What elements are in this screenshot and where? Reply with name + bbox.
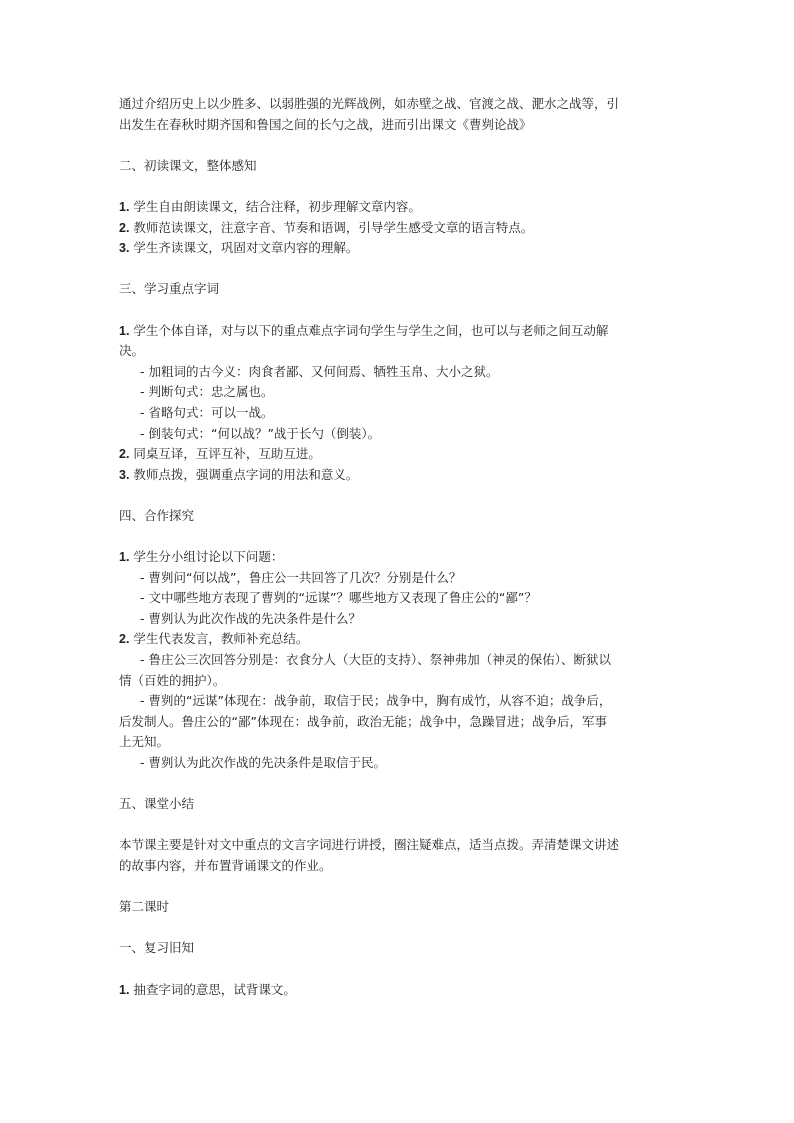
item-number: 1.	[119, 199, 130, 214]
section-heading-2: 二、初读课文，整体感知	[119, 157, 257, 173]
item-text: 教师点拨，强调重点字词的用法和意义。	[129, 466, 359, 482]
sub-item: - 倒装句式：“何以战？”战于长勺（倒装）。	[140, 425, 381, 441]
intro-line-2: 出发生在春秋时期齐国和鲁国之间的长勺之战，进而引出课文《曹刿论战》	[119, 116, 532, 132]
list-item	[119, 547, 685, 568]
answer-continuation: 上无知。	[119, 734, 170, 750]
item-number: 1.	[119, 323, 130, 338]
item-text: 学生代表发言，教师补充总结。	[129, 631, 309, 647]
question-item: - 文中哪些地方表现了曹刿的“远谋”？哪些地方又表现了鲁庄公的“鄙”？	[140, 590, 537, 606]
summary-line-1: 本节课主要是针对文中重点的文言字词进行讲授，圈注疑难点，适当点拨。弄清楚课文讲述	[119, 837, 620, 853]
list-item	[119, 321, 685, 342]
item-number: 2.	[119, 632, 130, 647]
document-page	[119, 94, 685, 1000]
list-item	[119, 980, 685, 1001]
question-item: - 曹刿认为此次作战的先决条件是什么？	[140, 610, 361, 626]
item-text: 抽查字词的意思，试背课文。	[129, 981, 296, 997]
answer-continuation: 后发制人。鲁庄公的“鄙”体现在：战争前，政治无能；战争中，急躁冒进；战争后，军事	[119, 713, 607, 729]
answer-item: - 曹刿的“远谋”体现在：战争前，取信于民；战争中，胸有成竹，从容不迫；战争后，	[140, 693, 612, 709]
list-item	[119, 444, 685, 465]
intro-line-1: 通过介绍历史上以少胜多、以弱胜强的光辉战例，如赤壁之战、官渡之战、淝水之战等，引	[119, 96, 620, 111]
section-heading-review: 一、复习旧知	[119, 940, 195, 956]
sub-item: - 加粗词的古今义：肉食者鄙、又何间焉、牺牲玉帛、大小之狱。	[140, 363, 499, 379]
item-number: 3.	[119, 467, 130, 482]
item-text: 同桌互译，互评互补，互助互进。	[129, 446, 321, 462]
section-heading-4: 四、合作探究	[119, 507, 195, 523]
list-item	[119, 197, 685, 218]
item-text: 学生自由朗读课文，结合注释，初步理解文章内容。	[129, 198, 421, 214]
section-heading-3: 三、学习重点字词	[119, 281, 220, 297]
item-text: 学生分小组讨论以下问题：	[129, 549, 284, 565]
item-text: 学生齐读课文，巩固对文章内容的理解。	[129, 240, 359, 256]
answer-item: - 鲁庄公三次回答分别是：衣食分人（大臣的支持）、祭神弗加（神灵的保佑）、断狱以	[140, 652, 611, 668]
item-number: 1.	[119, 982, 130, 997]
question-item: - 曹刿问“何以战”，鲁庄公一共回答了几次？分别是什么？	[140, 569, 462, 585]
list-item	[119, 465, 685, 486]
list-item	[119, 238, 685, 259]
item-text: 教师范读课文，注意字音、节奏和语调，引导学生感受文章的语言特点。	[129, 219, 534, 235]
item-number: 3.	[119, 241, 130, 256]
answer-item: - 曹刿认为此次作战的先决条件是取信于民。	[140, 755, 386, 770]
item-continuation: 决。	[119, 343, 145, 359]
section-heading-5: 五、课堂小结	[119, 796, 195, 812]
sub-item: - 省略句式：可以一战。	[140, 404, 274, 420]
answer-continuation: 情（百姓的拥护）。	[119, 672, 226, 688]
lesson-heading: 第二课时	[119, 899, 170, 915]
item-text: 学生个体自译，对与以下的重点难点字词句学生与学生之间，也可以与老师之间互动解	[129, 322, 609, 338]
list-item	[119, 629, 685, 650]
summary-line-2: 的故事内容，并布置背诵课文的作业。	[119, 857, 332, 873]
item-number: 2.	[119, 447, 130, 462]
item-number: 2.	[119, 220, 130, 235]
list-item	[119, 218, 685, 239]
sub-item: - 判断句式：忠之属也。	[140, 384, 274, 400]
item-number: 1.	[119, 550, 130, 565]
